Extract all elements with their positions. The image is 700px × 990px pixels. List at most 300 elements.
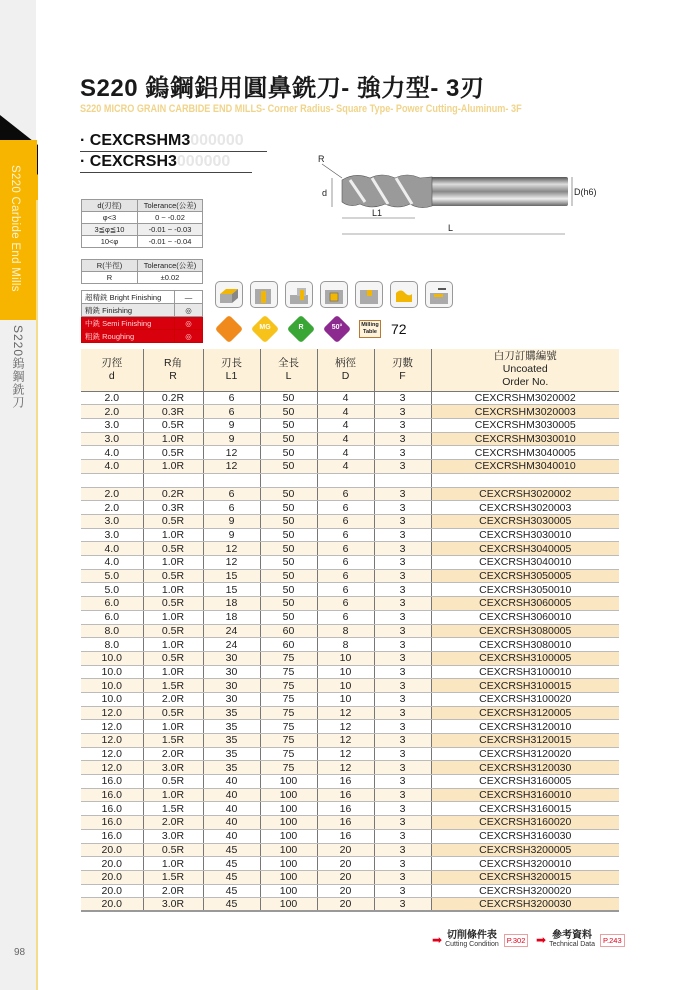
table-cell: 16 <box>317 829 374 843</box>
table-cell: 6 <box>317 515 374 529</box>
table-row <box>81 816 619 830</box>
table-cell: 12 <box>203 446 260 460</box>
order-number-cell: CEXCRSH3080010 <box>431 638 619 652</box>
order-number-cell: CEXCRSH3120010 <box>431 720 619 734</box>
table-cell: 75 <box>260 747 317 761</box>
corner-radius-text: R <box>298 324 304 331</box>
table-row <box>81 665 619 679</box>
table-cell: 12.0 <box>81 761 143 775</box>
product-table <box>81 349 619 912</box>
table-cell: 50 <box>260 446 317 460</box>
table-row <box>81 651 619 665</box>
order-number-cell: CEXCRSH3160020 <box>431 816 619 830</box>
table-row <box>81 747 619 761</box>
table-cell: 20 <box>317 898 374 912</box>
table-cell: 40 <box>203 788 260 802</box>
table-row <box>81 870 619 884</box>
table-cell: 75 <box>260 706 317 720</box>
table-cell: 3 <box>374 829 431 843</box>
order-number-cell: CEXCRSH3060005 <box>431 597 619 611</box>
table-cell: 45 <box>203 884 260 898</box>
table-cell: 20 <box>317 870 374 884</box>
table-cell: 3 <box>374 816 431 830</box>
series-code <box>80 153 252 173</box>
table-cell: 75 <box>260 692 317 706</box>
table-cell: 100 <box>260 829 317 843</box>
table-cell: 3 <box>374 515 431 529</box>
link-label: 切削條件表 <box>446 930 497 941</box>
table-cell: 0.5R <box>143 515 203 529</box>
table-row <box>81 624 619 638</box>
table-cell: 1.0R <box>143 528 203 542</box>
table-cell: 20 <box>317 843 374 857</box>
table-cell: 100 <box>260 870 317 884</box>
table-cell: 24 <box>203 624 260 638</box>
table-cell: 50 <box>260 597 317 611</box>
table-row <box>81 692 619 706</box>
table-header: Tolerance(公差) <box>138 200 203 212</box>
table-cell: 12 <box>203 542 260 556</box>
contour-milling-icon <box>390 281 418 308</box>
table-cell: 3 <box>374 857 431 871</box>
table-cell: 1.0R <box>143 638 203 652</box>
table-cell: 1.0R <box>143 665 203 679</box>
table-cell: 10.0 <box>81 665 143 679</box>
table-cell: 3≦φ≦10 <box>82 224 138 236</box>
series-code <box>80 132 267 152</box>
table-cell: 6 <box>203 391 260 405</box>
table-cell: 8.0 <box>81 624 143 638</box>
table-cell: 8 <box>317 638 374 652</box>
table-row <box>81 884 619 898</box>
table-cell: 10 <box>317 651 374 665</box>
helix-angle-text: 50° <box>331 324 343 331</box>
order-number-cell: CEXCRSH3120005 <box>431 706 619 720</box>
table-cell: 3.0R <box>143 761 203 775</box>
table-cell: 3 <box>374 432 431 446</box>
table-cell: 3 <box>374 747 431 761</box>
table-cell: 3.0R <box>143 898 203 912</box>
column-header: 刃長 L1 <box>203 349 260 391</box>
table-cell: 50 <box>260 542 317 556</box>
table-cell <box>317 473 374 487</box>
table-cell: 2.0 <box>81 487 143 501</box>
table-spacer-row <box>81 473 619 487</box>
table-cell: 50 <box>260 569 317 583</box>
table-cell <box>374 473 431 487</box>
table-cell: 9 <box>203 418 260 432</box>
table-cell: 16.0 <box>81 788 143 802</box>
table-cell: 3 <box>374 788 431 802</box>
cutting-condition-link[interactable] <box>432 931 528 949</box>
table-cell: 0.5R <box>143 843 203 857</box>
table-cell: 50 <box>260 487 317 501</box>
end-mill-drawing <box>310 150 610 245</box>
milling-table-icon[interactable]: Milling Table <box>359 320 381 338</box>
table-cell: 1.0R <box>143 720 203 734</box>
table-cell: 1.0R <box>143 857 203 871</box>
order-number-cell: CEXCRSH3040005 <box>431 542 619 556</box>
technical-data-link[interactable] <box>536 931 625 949</box>
milling-table-page[interactable]: 72 <box>391 321 407 337</box>
table-cell: 6 <box>317 583 374 597</box>
order-number-cell: CEXCRSH3100015 <box>431 679 619 693</box>
finishing-label: 超精銑 Bright Finishing <box>82 291 175 304</box>
arrow-right-icon: ➡ <box>536 933 547 947</box>
table-cell: 30 <box>203 692 260 706</box>
table-row <box>81 446 619 460</box>
table-cell: 4 <box>317 459 374 473</box>
table-cell: 100 <box>260 775 317 789</box>
order-number-cell: CEXCRSH3030005 <box>431 515 619 529</box>
order-number-cell: CEXCRSH3160010 <box>431 788 619 802</box>
table-cell: 50 <box>260 391 317 405</box>
table-cell: 12.0 <box>81 706 143 720</box>
table-cell: 3 <box>374 446 431 460</box>
table-cell: 1.0R <box>143 583 203 597</box>
table-row <box>81 679 619 693</box>
table-cell: 1.0R <box>143 556 203 570</box>
table-cell: 10 <box>317 679 374 693</box>
table-cell: 1.0R <box>143 432 203 446</box>
table-cell: 0.5R <box>143 446 203 460</box>
finishing-symbol: — <box>175 291 203 304</box>
link-label-en: Technical Data <box>549 941 595 948</box>
table-cell: 3.0 <box>81 528 143 542</box>
page-subtitle: S220 MICRO GRAIN CARBIDE END MILLS- Corner Radius- Square Type- Power Cutting-Aluminum- 3F <box>80 103 522 115</box>
table-cell: 3.0R <box>143 829 203 843</box>
table-cell: 50 <box>260 418 317 432</box>
table-cell: 16 <box>317 816 374 830</box>
table-cell: 12 <box>317 761 374 775</box>
table-cell: -0.01 ~ -0.03 <box>138 224 203 236</box>
table-cell: 12 <box>317 734 374 748</box>
link-label: 參考資料 <box>552 930 593 941</box>
section-label-en: S220 Carbide End Mills <box>9 165 21 292</box>
table-row <box>81 720 619 734</box>
table-row <box>81 542 619 556</box>
column-header: 刃數 F <box>374 349 431 391</box>
table-cell: 12 <box>203 459 260 473</box>
table-cell: 6 <box>317 542 374 556</box>
corner-radius-icon <box>287 315 315 343</box>
table-cell <box>431 473 619 487</box>
table-cell: 2.0 <box>81 391 143 405</box>
table-row <box>81 405 619 419</box>
table-cell: 3 <box>374 418 431 432</box>
table-cell: 100 <box>260 843 317 857</box>
table-cell: 50 <box>260 501 317 515</box>
table-cell: 12 <box>203 556 260 570</box>
finishing-symbol: ◎ <box>175 330 203 343</box>
table-cell: 3 <box>374 720 431 734</box>
table-cell: 3 <box>374 638 431 652</box>
column-header: 刃徑 d <box>81 349 143 391</box>
table-cell: 30 <box>203 679 260 693</box>
table-cell: 16.0 <box>81 829 143 843</box>
table-cell: 3.0 <box>81 515 143 529</box>
table-row <box>81 857 619 871</box>
table-cell: 6 <box>317 487 374 501</box>
order-number-cell: CEXCRSH3050005 <box>431 569 619 583</box>
table-cell: 3 <box>374 775 431 789</box>
table-cell: 4 <box>317 391 374 405</box>
table-cell: 35 <box>203 761 260 775</box>
table-cell: 100 <box>260 898 317 912</box>
table-cell: 12 <box>317 706 374 720</box>
table-cell: 9 <box>203 432 260 446</box>
table-cell: 6 <box>317 501 374 515</box>
table-cell: 0 ~ -0.02 <box>138 212 203 224</box>
table-cell: 4 <box>317 432 374 446</box>
table-cell: 1.5R <box>143 870 203 884</box>
table-cell: 0.5R <box>143 597 203 611</box>
table-row <box>81 569 619 583</box>
feature-badges <box>215 315 407 343</box>
table-cell: 0.5R <box>143 569 203 583</box>
order-number-cell: CEXCRSH3020003 <box>431 501 619 515</box>
table-cell: 45 <box>203 870 260 884</box>
application-icons <box>215 281 453 308</box>
table-cell: 2.0 <box>81 501 143 515</box>
table-cell: 12 <box>317 720 374 734</box>
table-cell: 20 <box>317 857 374 871</box>
table-cell: 75 <box>260 720 317 734</box>
table-cell: 0.5R <box>143 775 203 789</box>
column-header: 全長 L <box>260 349 317 391</box>
table-cell: 3 <box>374 459 431 473</box>
table-row <box>81 843 619 857</box>
table-cell: 45 <box>203 898 260 912</box>
diameter-tolerance-table <box>81 199 203 248</box>
series-suffix: 000000 <box>190 132 244 149</box>
table-cell: 15 <box>203 569 260 583</box>
table-row <box>81 391 619 405</box>
table-cell: 20.0 <box>81 870 143 884</box>
table-cell: 18 <box>203 610 260 624</box>
table-cell: 9 <box>203 528 260 542</box>
keyway-icon <box>355 281 383 308</box>
table-cell: 4.0 <box>81 556 143 570</box>
l-label: L <box>448 223 454 233</box>
table-cell: 0.3R <box>143 405 203 419</box>
table-cell: 3 <box>374 802 431 816</box>
table-cell <box>260 473 317 487</box>
order-number-cell: CEXCRSH3040010 <box>431 556 619 570</box>
table-cell: 45 <box>203 857 260 871</box>
table-cell: ±0.02 <box>138 272 203 284</box>
table-cell: 2.0 <box>81 405 143 419</box>
table-cell: 8.0 <box>81 638 143 652</box>
order-number-cell: CEXCRSH3080005 <box>431 624 619 638</box>
table-cell: 6 <box>317 556 374 570</box>
pocketing-icon <box>320 281 348 308</box>
table-cell: 4 <box>317 446 374 460</box>
table-cell: 1.5R <box>143 679 203 693</box>
table-cell: 45 <box>203 843 260 857</box>
order-number-cell: CEXCRSH3160005 <box>431 775 619 789</box>
table-cell: 8 <box>317 624 374 638</box>
table-cell: 1.5R <box>143 734 203 748</box>
table-cell: 35 <box>203 747 260 761</box>
table-cell: 6 <box>203 487 260 501</box>
page-number: 98 <box>14 947 26 958</box>
table-cell: 3 <box>374 706 431 720</box>
table-cell: 16.0 <box>81 816 143 830</box>
order-number-cell: CEXCRSHM3030010 <box>431 432 619 446</box>
table-cell: 12.0 <box>81 747 143 761</box>
table-cell: 0.2R <box>143 391 203 405</box>
table-cell: 3.0 <box>81 418 143 432</box>
finishing-table <box>81 290 203 343</box>
mg-badge-text: MG <box>259 324 271 331</box>
table-row <box>81 432 619 446</box>
table-cell: 5.0 <box>81 569 143 583</box>
table-cell: 0.5R <box>143 418 203 432</box>
table-cell: 3 <box>374 391 431 405</box>
table-cell: 3 <box>374 583 431 597</box>
order-number-cell: CEXCRSHM3040010 <box>431 459 619 473</box>
table-cell: -0.01 ~ -0.04 <box>138 236 203 248</box>
table-cell: 4.0 <box>81 542 143 556</box>
table-cell: 6.0 <box>81 610 143 624</box>
table-cell: 10.0 <box>81 692 143 706</box>
table-cell: 6 <box>203 501 260 515</box>
table-cell: 3 <box>374 556 431 570</box>
finishing-symbol: ◎ <box>175 317 203 330</box>
order-number-cell: CEXCRSH3120020 <box>431 747 619 761</box>
table-cell: 0.2R <box>143 487 203 501</box>
order-number-cell: CEXCRSH3200020 <box>431 884 619 898</box>
table-cell: 35 <box>203 720 260 734</box>
table-cell: 1.0R <box>143 610 203 624</box>
order-number-cell: CEXCRSH3100020 <box>431 692 619 706</box>
finishing-label: 精銑 Finishing <box>82 304 175 317</box>
table-row <box>81 802 619 816</box>
l1-label: L1 <box>372 208 383 218</box>
table-cell: 3 <box>374 884 431 898</box>
table-cell: 3 <box>374 761 431 775</box>
table-cell: 3 <box>374 665 431 679</box>
table-cell: 15 <box>203 583 260 597</box>
aluminum-icon <box>215 315 243 343</box>
table-row <box>81 597 619 611</box>
table-cell: 0.5R <box>143 706 203 720</box>
order-number-cell: CEXCRSH3200015 <box>431 870 619 884</box>
table-row <box>81 610 619 624</box>
side-divider <box>36 200 38 990</box>
order-number-cell: CEXCRSH3120015 <box>431 734 619 748</box>
table-row <box>81 638 619 652</box>
arrow-right-icon: ➡ <box>432 933 443 947</box>
link-label-en: Cutting Condition <box>445 941 499 948</box>
table-header: R(半徑) <box>82 260 138 272</box>
page-ref[interactable]: P.243 <box>600 934 625 947</box>
table-cell: 1.5R <box>143 802 203 816</box>
table-row <box>81 734 619 748</box>
table-cell: 100 <box>260 884 317 898</box>
table-cell: 1.0R <box>143 459 203 473</box>
table-cell: 30 <box>203 651 260 665</box>
order-number-cell: CEXCRSH3160015 <box>431 802 619 816</box>
table-cell: 16.0 <box>81 775 143 789</box>
table-cell: 6.0 <box>81 597 143 611</box>
table-cell: 0.5R <box>143 651 203 665</box>
table-cell: φ<3 <box>82 212 138 224</box>
side-milling-icon <box>285 281 313 308</box>
table-cell: 3 <box>374 679 431 693</box>
table-cell: 16 <box>317 775 374 789</box>
table-cell: 12.0 <box>81 720 143 734</box>
order-number-cell: CEXCRSHM3020003 <box>431 405 619 419</box>
table-cell: 0.5R <box>143 542 203 556</box>
order-number-cell: CEXCRSH3050010 <box>431 583 619 597</box>
order-number-cell: CEXCRSH3100010 <box>431 665 619 679</box>
table-cell: 12.0 <box>81 734 143 748</box>
section-label-zh: S220鎢鋼銑刀 <box>11 325 25 410</box>
table-cell: 3 <box>374 610 431 624</box>
table-cell: 3 <box>374 734 431 748</box>
page-title: S220 鎢鋼鋁用圓鼻銑刀- 強力型- 3刃 <box>80 75 485 102</box>
table-cell: 0.5R <box>143 624 203 638</box>
table-cell: 20.0 <box>81 843 143 857</box>
table-cell: 75 <box>260 761 317 775</box>
table-cell: 40 <box>203 816 260 830</box>
table-cell: 3 <box>374 597 431 611</box>
table-cell: 1.0R <box>143 788 203 802</box>
series-suffix: 000000 <box>176 153 231 170</box>
table-cell: 18 <box>203 597 260 611</box>
table-cell: 4.0 <box>81 459 143 473</box>
table-row <box>81 556 619 570</box>
series-prefix: · CEXCRSH3 <box>80 153 177 170</box>
table-cell: 6 <box>317 528 374 542</box>
table-cell: 10.0 <box>81 651 143 665</box>
table-cell <box>81 473 143 487</box>
table-cell: 3 <box>374 624 431 638</box>
finishing-label: 中銑 Semi Finishing <box>82 317 175 330</box>
table-cell: 3 <box>374 405 431 419</box>
table-cell: 3 <box>374 501 431 515</box>
table-cell: 20 <box>317 884 374 898</box>
table-cell: 2.0R <box>143 884 203 898</box>
table-cell: 60 <box>260 638 317 652</box>
table-cell: 20.0 <box>81 857 143 871</box>
page-ref[interactable]: P.302 <box>504 934 529 947</box>
table-row <box>81 829 619 843</box>
table-row <box>81 459 619 473</box>
table-cell: 4.0 <box>81 446 143 460</box>
table-cell <box>143 473 203 487</box>
table-cell: 3 <box>374 692 431 706</box>
table-row <box>81 583 619 597</box>
finishing-label: 粗銑 Roughing <box>82 330 175 343</box>
table-row <box>81 898 619 912</box>
table-cell: 5.0 <box>81 583 143 597</box>
table-cell: 50 <box>260 405 317 419</box>
table-cell: 100 <box>260 857 317 871</box>
table-cell: 2.0R <box>143 816 203 830</box>
order-number-cell: CEXCRSH3020002 <box>431 487 619 501</box>
table-cell: 16 <box>317 788 374 802</box>
column-header: 柄徑 D <box>317 349 374 391</box>
table-row <box>81 706 619 720</box>
d-label: d <box>322 188 328 198</box>
table-cell: 12 <box>317 747 374 761</box>
table-cell: 24 <box>203 638 260 652</box>
table-cell: 2.0R <box>143 747 203 761</box>
table-cell: 3 <box>374 870 431 884</box>
